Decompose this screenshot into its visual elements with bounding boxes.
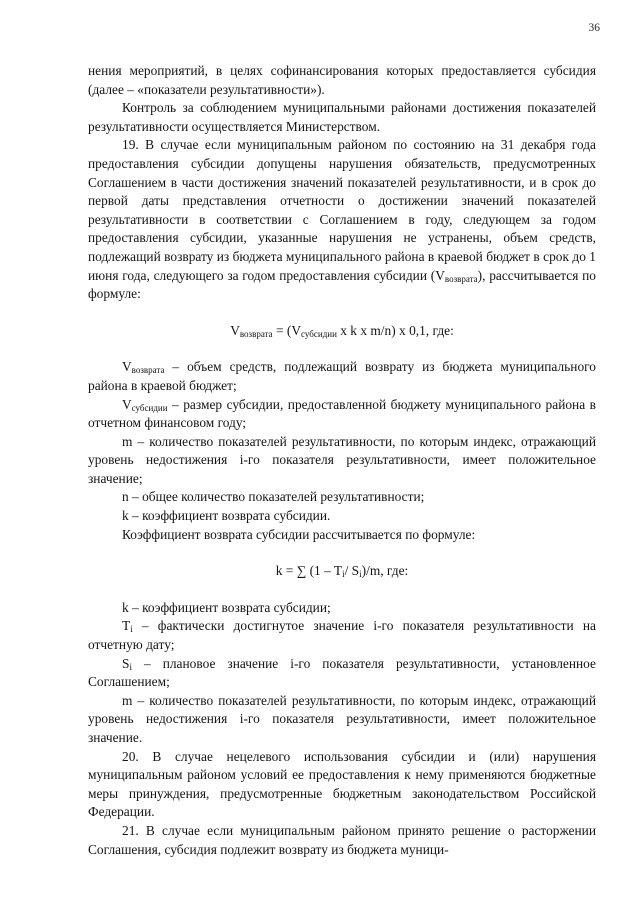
- symbol: V: [122, 359, 132, 375]
- paragraph-k-intro: Коэффициент возврата субсидии рассчитывается по формуле:: [122, 526, 476, 542]
- formula-symbol: k = ∑ (1 – T: [275, 563, 343, 579]
- subscript: i: [129, 661, 132, 672]
- formula-rest: )/m, где:: [361, 563, 409, 579]
- definition-k-2: k – коэффициент возврата субсидии;: [122, 599, 331, 615]
- definition-v-subsidii: [88, 396, 596, 433]
- paragraph-19-text: 19. В случае если муниципальным районом по состоянию на 31 декабря года предоставления субсидии допущены нарушения обязательств, предусмотренных Соглашением в части достижения значений показателей результативности, и в срок до первой даты представления отчетности о достижении значений показателей результативности в соответствии с Соглашением в году, следующем за годом предоставления субсидии, указанные нарушения не устранены, объем средств, подлежащий возврату из бюджета муниципального района в краевой бюджет в срок до 1 июня года, следующего за годом предоставления субсидии (V: [88, 137, 596, 283]
- formula-subscript: возврата: [239, 328, 273, 339]
- formula-subscript: i: [359, 569, 362, 580]
- formula-v-vozvrata: [88, 322, 596, 341]
- paragraph-19-tail: ), рассчитывается по формуле:: [88, 267, 596, 302]
- definition-text: – объем средств, подлежащий возврату из бюджета муниципального района в краевой бюджет;: [88, 359, 596, 393]
- definition-text: – плановое значение i-го показателя результативности, установленное Соглашением;: [88, 655, 596, 690]
- definition-n: n – общее количество показателей результативности;: [122, 489, 425, 505]
- definition-t-i: [88, 617, 596, 654]
- definition-m-2: m – количество показателей результативности, по которым индекс, отражающий уровень недостижения i-го показателя результативности, имеет положительное значение.: [88, 692, 596, 745]
- subscript: возврата: [131, 365, 165, 376]
- definition-text: – фактически достигнутое значение i-го показателя результативности на отчетную дату;: [88, 618, 596, 653]
- paragraph-20: 20. В случае нецелевого использования субсидии и (или) нарушения муниципальным районом условий ее предоставления к нему применяются бюджетные меры принуждения, предусмотренные бюджетным законодательством Российской Федерации.: [88, 748, 596, 820]
- paragraph-continuation: нения мероприятий, в целях софинансирования которых предоставляется субсидия (далее – «показатели результативности»).: [88, 63, 596, 97]
- formula-k: [88, 562, 596, 581]
- subscript: i: [130, 624, 133, 635]
- paragraph-21: 21. В случае если муниципальным районом принято решение о расторжении Соглашения, субсидия подлежит возврату из бюджета муници-: [88, 822, 596, 857]
- definition-k: k – коэффициент возврата субсидии.: [122, 508, 331, 524]
- definition-m: m – количество показателей результативности, по которым индекс, отражающий уровень недостижения i-го показателя результативности, имеет положительное значение;: [88, 433, 596, 486]
- formula-subscript: i: [342, 569, 345, 580]
- formula-symbol: / S: [344, 563, 360, 579]
- symbol: S: [122, 655, 130, 671]
- symbol: T: [122, 618, 131, 634]
- formula-subscript: субсидии: [301, 328, 337, 339]
- subscript-vozvrata: возврата: [444, 273, 478, 284]
- formula-symbol: = (V: [272, 322, 302, 338]
- formula-symbol: V: [230, 322, 240, 338]
- formula-rest: x k x m/n) x 0,1, где:: [336, 322, 454, 338]
- definition-s-i: [88, 655, 596, 692]
- symbol: V: [122, 396, 132, 412]
- definition-v-vozvrata: [88, 358, 596, 395]
- paragraph-19: [88, 136, 596, 303]
- page-number: 36: [588, 22, 600, 34]
- document-body: [88, 62, 596, 859]
- paragraph-control: Контроль за соблюдением муниципальными районами достижения показателей результативности осуществляется Министерством.: [88, 100, 596, 134]
- subscript: субсидии: [131, 402, 168, 413]
- definition-text: – размер субсидии, предоставленной бюджету муниципального района в отчетном финансовом году;: [88, 396, 596, 431]
